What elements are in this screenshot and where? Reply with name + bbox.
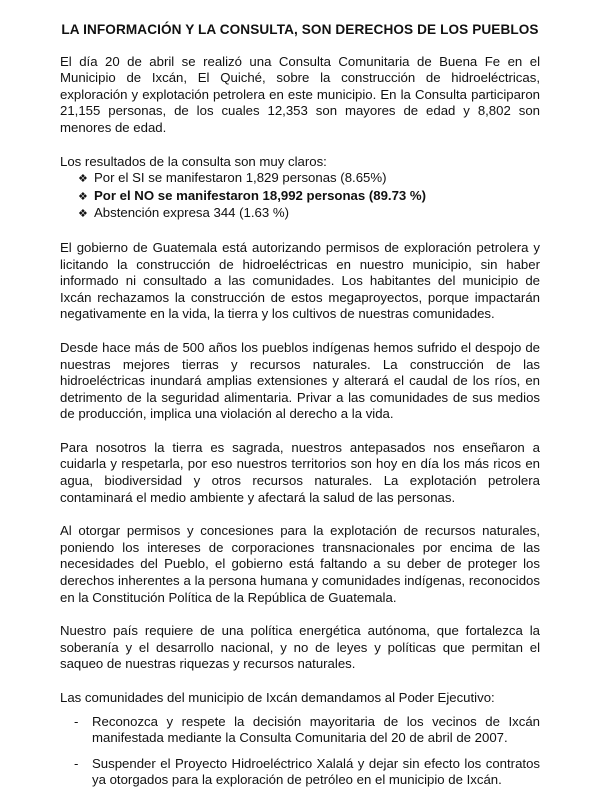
result-si: Por el SI se manifestaron 1,829 personas (8.65%) — [94, 170, 387, 186]
paragraph-consulta: El día 20 de abril se realizó una Consulta Comunitaria de Buena Fe en el Municipio de Ixcán, El Quiché, sobre la construcción de hidroeléctricas, exploración y explotación petrolera en este municipio. En la Consulta participaron 21,155 personas, de los cuales 12,353 son mayores de edad y 8,802 son menores de edad. — [60, 53, 540, 135]
paragraph-gobierno: El gobierno de Guatemala está autorizando permisos de exploración petrolera y licitando la construcción de hidroeléctricas en nuestro municipio, sin haber informado ni consultado a las comunidades. Los habitantes del municipio de Ixcán rechazamos la construcción de estos megaproyectos, porque impactarán negativamente en la vida, la tierra y los cultivos de nuestras comunidades. — [60, 239, 540, 322]
paragraph-permisos: Al otorgar permisos y concesiones para la explotación de recursos naturales, poniendo los intereses de corporaciones transnacionales por encima de las necesidades del Pueblo, el gobierno está faltando a su deber de proteger los derechos inherentes a la persona humana y comunidades indígenas, reconocidos en la Constitución Política de la República de Guatemala. — [60, 523, 540, 605]
list-item — [74, 714, 540, 747]
paragraph-politica-energetica: Nuestro país requiere de una política energética autónoma, que fortalezca la soberanía y el desarrollo nacional, y no de leyes y políticas que permitan el saqueo de nuestras riquezas y recursos naturales. — [60, 623, 540, 672]
diamond-bullet-icon: ❖ — [78, 190, 88, 203]
dash-bullet: - — [74, 713, 79, 729]
demand-text: Reconozca y respete la decisión mayoritaria de los vecinos de Ixcán manifestada mediante la Consulta Comunitaria del 20 de abril de 2007. — [92, 713, 540, 746]
demands-list — [60, 714, 540, 789]
demands-intro: Las comunidades del municipio de Ixcán demandamos al Poder Ejecutivo: — [60, 690, 495, 705]
list-item — [78, 170, 540, 188]
dash-bullet: - — [74, 755, 79, 771]
paragraph-despojo: Desde hace más de 500 años los pueblos indígenas hemos sufrido el despojo de nuestras mejores tierras y recursos naturales. La construcción de las hidroeléctricas inundará amplias extensiones y alterará el caudal de los ríos, en detrimento de la seguridad alimentaria. Privar a las comunidades de sus medios de producción, implica una violación al derecho a la vida. — [60, 339, 540, 422]
list-item — [78, 205, 540, 223]
results-list — [60, 170, 540, 223]
document-title: LA INFORMACIÓN Y LA CONSULTA, SON DERECHOS DE LOS PUEBLOS — [61, 22, 539, 37]
results-intro: Los resultados de la consulta son muy claros: — [60, 153, 327, 169]
diamond-bullet-icon: ❖ — [78, 173, 88, 186]
result-no: Por el NO se manifestaron 18,992 personas (89.73 %) — [94, 187, 427, 203]
list-item — [74, 756, 540, 789]
paragraph-tierra-sagrada: Para nosotros la tierra es sagrada, nuestros antepasados nos enseñaron a cuidarla y respetarla, por eso nuestros territorios son hoy en día los más ricos en agua, biodiversidad y otros recursos naturales. La explotación petrolera contaminará el medio ambiente y afectará la salud de las personas. — [60, 439, 540, 505]
diamond-bullet-icon: ❖ — [78, 208, 88, 221]
demand-text: Suspender el Proyecto Hidroeléctrico Xalalá y dejar sin efecto los contratos ya otorgados para la exploración de petróleo en el municipio de Ixcán. — [92, 755, 540, 788]
result-abstencion: Abstención expresa 344 (1.63 %) — [94, 205, 289, 221]
list-item — [78, 188, 540, 206]
